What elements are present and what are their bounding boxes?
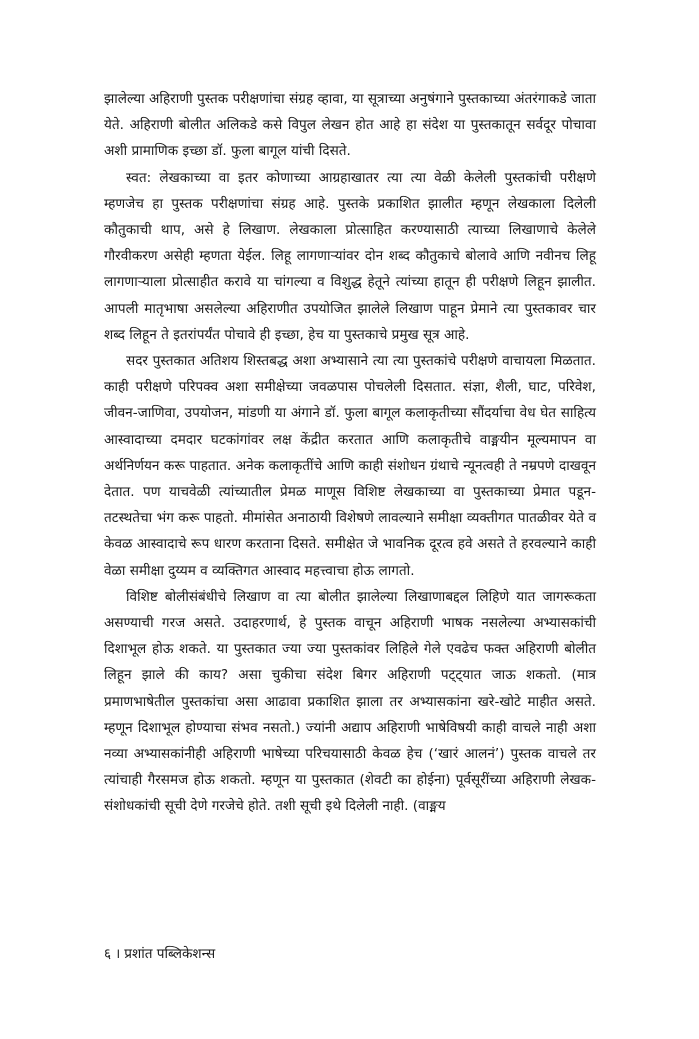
page-number: ६ bbox=[104, 946, 112, 962]
publisher-name: प्रशांत पब्लिकेशन्स bbox=[124, 946, 216, 962]
paragraph-1: झालेल्या अहिराणी पुस्तक परीक्षणांचा संग्रह व्हावा, या सूत्राच्या अनुषंगाने पुस्तकाच्या अंतरंगाकडे जाता येते. अहिराणी बोलीत अलिकडे कसे विपुल लेखन होत आहे हा संदेश या पुस्तकातून सर्वदूर पोचावा अशी प्रामाणिक इच्छा डॉ. फुला बागूल यांची दिसते. bbox=[104, 91, 596, 160]
paragraph-4: विशिष्ट बोलीसंबंधीचे लिखाण वा त्या बोलीत झालेल्या लिखाणाबद्दल लिहिणे यात जागरूकता असण्याची गरज असते. उदाहरणार्थ, हे पुस्तक वाचून अहिराणी भाषक नसलेल्या अभ्यासकांची दिशाभूल होऊ शकते. या पुस्तकात ज्या ज्या पुस्तकांवर लिहिले गेले एवढेच फक्त अहिराणी बोलीत लिहून झाले की काय? असा चुकीचा संदेश बिगर अहिराणी पट्ट्यात जाऊ शकतो. (मात्र प्रमाणभाषेतील पुस्तकांचा असा आढावा प्रकाशित झाला तर अभ्यासकांना खरे-खोटे माहीत असते. म्हणून दिशाभूल होण्याचा संभव नसतो.) ज्यांनी अद्याप अहिराणी भाषेविषयी काही वाचले नाही अशा नव्या अभ्यासकांनीही अहिराणी भाषेच्या परिचयासाठी केवळ हेच (‘खारं आलनं’) पुस्तक वाचले तर त्यांचाही गैरसमज होऊ शकतो. म्हणून या पुस्तकात (शेवटी का होईना) पूर्वसूरींच्या अहिराणी लेखक-संशोधकांची सूची देणे गरजेचे होते. तशी सूची इथे दिलेली नाही. (वाङ्मय bbox=[104, 588, 596, 815]
page-body bbox=[104, 86, 596, 820]
page-footer bbox=[104, 944, 215, 964]
paragraph-3: सदर पुस्तकात अतिशय शिस्तबद्ध अशा अभ्यासाने त्या त्या पुस्तकांचे परीक्षणे वाचायला मिळतात. काही परीक्षणे परिपक्व अशा समीक्षेच्या जवळपास पोचलेली दिसतात. संज्ञा, शैली, घाट, परिवेश, जीवन-जाणिवा, उपयोजन, मांडणी या अंगाने डॉ. फुला बागूल कलाकृतीच्या सौंदर्याचा वेध घेत साहित्य आस्वादाच्या दमदार घटकांगांवर लक्ष केंद्रीत करतात आणि कलाकृतीचे वाङ्मयीन मूल्यमापन वा अर्थनिर्णयन करू पाहतात. अनेक कलाकृतींचे आणि काही संशोधन ग्रंथाचे न्यूनत्वही ते नम्रपणे दाखवून देतात. पण याचवेळी त्यांच्यातील प्रेमळ माणूस विशिष्ट लेखकाच्या वा पुस्तकाच्या प्रेमात पडून-तटस्थतेचा भंग करू पाहतो. मीमांसेत अनाठायी विशेषणे लावल्याने समीक्षा व्यक्तीगत पातळीवर येते व केवळ आस्वादाचे रूप धारण करताना दिसते. समीक्षेत जे भावनिक दूरत्व हवे असते ते हरवल्याने काही वेळा समीक्षा दुय्यम व व्यक्तिगत आस्वाद महत्त्वाचा होऊ लागतो. bbox=[104, 353, 596, 579]
paragraph-2: स्वत: लेखकाच्या वा इतर कोणाच्या आग्रहाखातर त्या त्या वेळी केलेली पुस्तकांची परीक्षणे म्हणजेच हा पुस्तक परीक्षणांचा संग्रह आहे. पुस्तके प्रकाशित झालीत म्हणून लेखकाला दिलेली कौतुकाची थाप, असे हे लिखाण. लेखकाला प्रोत्साहित करण्यासाठी त्याच्या लिखाणाचे केलेले गौरवीकरण असेही म्हणता येईल. लिहू लागणाऱ्यांवर दोन शब्द कौतुकाचे बोलावे आणि नवीनच लिहू लागणाऱ्याला प्रोत्साहीत करावे या चांगल्या व विशुद्ध हेतूने त्यांच्या हातून ही परीक्षणे लिहून झालीत. आपली मातृभाषा असलेल्या अहिराणीत उपयोजित झालेले लिखाण पाहून प्रेमाने त्या पुस्तकावर चार शब्द लिहून ते इतरांपर्यंत पोचावे ही इच्छा, हेच या पुस्तकाचे प्रमुख सूत्र आहे. bbox=[104, 169, 596, 343]
footer-separator: । bbox=[115, 946, 121, 962]
